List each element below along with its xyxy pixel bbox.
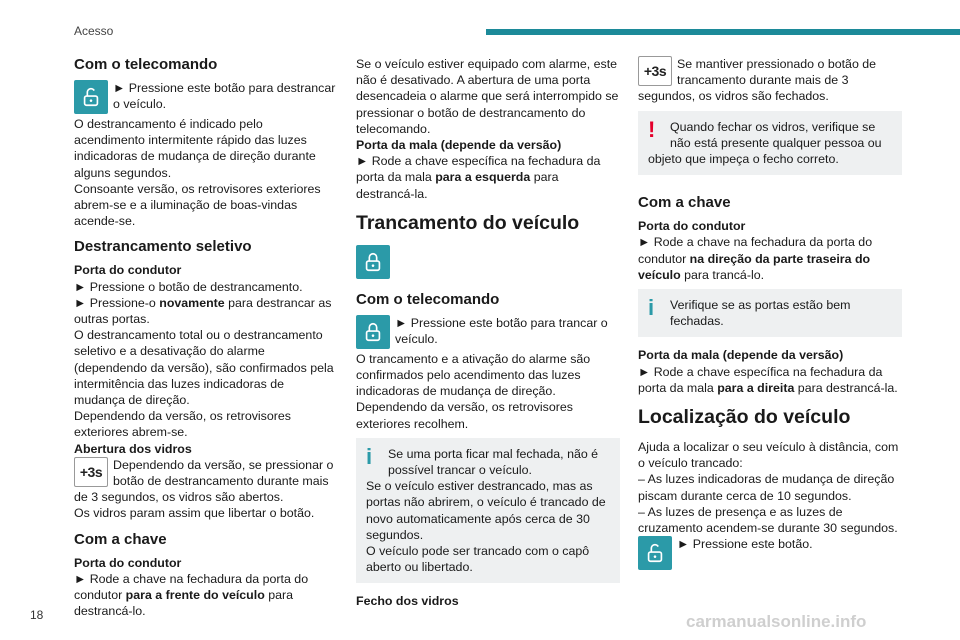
info-icon: i <box>648 295 655 321</box>
header-bar <box>486 29 960 35</box>
remote-lock-desc2: Dependendo da versão, os retrovisores exteriores recolhem. <box>356 400 573 431</box>
hold-lock-text: Se mantiver pressionado o botão de trancamento durante mais de 3 segundos, os vidros são fechados. <box>638 57 877 104</box>
info-note <box>356 438 620 584</box>
column-2 <box>356 56 620 610</box>
heading-key-unlock: Com a chave <box>74 530 167 548</box>
column-3 <box>638 56 902 572</box>
unlock-icon <box>74 80 108 114</box>
driver-door-label: Porta do condutor <box>74 263 182 278</box>
warning-icon: ! <box>648 116 656 142</box>
heading-selective-unlock: Destrancamento seletivo <box>74 238 252 256</box>
windows-open-text: Dependendo da versão, se pressionar o botão de destrancamento durante mais de 3 segundos, os vidros são abertos. <box>74 457 334 505</box>
heading-remote-lock: Com o telecomando <box>356 290 500 308</box>
column-1 <box>74 56 336 619</box>
page-number: 18 <box>30 608 44 622</box>
remote-lock-desc: O trancamento e a ativação do alarme são confirmados pelo acendimento das luzes indicadoras de mudança de direção. <box>356 351 591 399</box>
heading-key-lock: Com a chave <box>638 194 731 212</box>
heading-vehicle-location: Localização do veículo <box>638 406 851 429</box>
note-line-2: Se o veículo estiver destrancado, mas as portas não abrirem, o veículo é trancado de novo automaticamente após cerca de 30 segundos. <box>366 479 606 542</box>
key-unlock-step: ► Rode a chave na fechadura da porta do condutor para a frente do veículo para destrancá-lo. <box>74 571 309 619</box>
selective-desc2: Dependendo da versão, os retrovisores exteriores abrem-se. <box>74 409 291 440</box>
locate-text: Ajuda a localizar o seu veículo à distância, com o veículo trancado: <box>638 440 899 471</box>
boot-unlock-title: Porta da mala (depende da versão) <box>356 138 562 153</box>
lock-icon <box>638 536 672 570</box>
warning-text: Quando fechar os vidros, verifique se não está presente qualquer pessoa ou objeto que impeça o fecho correto. <box>648 119 882 167</box>
remote-unlock-desc: O destrancamento é indicado pelo acendimento intermitente rápido das luzes indicadoras de mudança de direção durante alguns segundos. <box>74 117 316 180</box>
key-lock-driver-label: Porta do condutor <box>638 219 746 234</box>
selective-desc: O destrancamento total ou o destrancamento seletivo e a desativação do alarme (dependendo da versão), são confirmados pela intermitência das luzes indicadoras de mudança de direção. <box>74 328 334 408</box>
remote-unlock-step: ► Pressione este botão para destrancar o veículo. <box>113 81 336 112</box>
selective-step-1: ► Pressione o botão de destrancamento. <box>74 279 303 294</box>
key-lock-step: ► Rode a chave na fechadura da porta do condutor na direção da parte traseira do veículo para trancá-lo. <box>638 235 873 282</box>
locate-item-1: – As luzes indicadoras de mudança de direção piscam durante cerca de 10 segundos. <box>638 472 895 503</box>
note-line-1: Se uma porta ficar mal fechada, não é possível trancar o veículo. <box>388 446 599 478</box>
remote-unlock-desc2: Consoante versão, os retrovisores exteriores abrem-se e a iluminação de boas-vindas acende-se. <box>74 181 321 229</box>
note-line-3: O veículo pode ser trancado com o capô aberto ou libertado. <box>366 544 590 575</box>
info-doors-text: Verifique se as portas estão bem fechadas. <box>670 298 851 329</box>
boot-lock-title: Porta da mala (depende da versão) <box>638 348 844 363</box>
alarm-text: Se o veículo estiver equipado com alarme, este não é desativado. A abertura de uma porta desencadeia o alarme que será interrompido se pressionar o botão de destrancamento do telecomando. <box>356 57 619 136</box>
three-seconds-icon: +3s <box>638 56 672 86</box>
windows-open-title: Abertura dos vidros <box>74 441 192 456</box>
header-section: Acesso <box>74 24 114 38</box>
watermark: carmanualsonline.info <box>686 612 867 631</box>
remote-lock-step: ► Pressione este botão para trancar o veículo. <box>395 315 608 347</box>
info-note-doors <box>638 289 902 337</box>
heading-vehicle-locking: Trancamento do veículo <box>356 211 580 234</box>
info-icon: i <box>366 443 373 469</box>
boot-lock-step: ► Rode a chave específica na fechadura da porta da mala para a direita para destrancá-la. <box>638 364 898 395</box>
windows-open-text2: Os vidros param assim que libertar o botão. <box>74 506 315 521</box>
selective-step-2: ► Pressione-o novamente para destrancar as outras portas. <box>74 295 332 327</box>
warning-note <box>638 111 902 176</box>
three-seconds-icon: +3s <box>74 457 108 487</box>
lock-icon <box>356 245 390 279</box>
windows-close-title: Fecho dos vidros <box>356 594 459 609</box>
heading-remote-unlock: Com o telecomando <box>74 56 218 73</box>
locate-step: ► Pressione este botão. <box>677 537 813 552</box>
key-driver-door-label: Porta do condutor <box>74 555 182 570</box>
boot-unlock-step: ► Rode a chave específica na fechadura da porta da mala para a esquerda para destrancá-la. <box>356 154 601 201</box>
lock-icon <box>356 315 390 349</box>
locate-item-2: – As luzes de presença e as luzes de cruzamento acendem-se durante 30 segundos. <box>638 504 898 536</box>
